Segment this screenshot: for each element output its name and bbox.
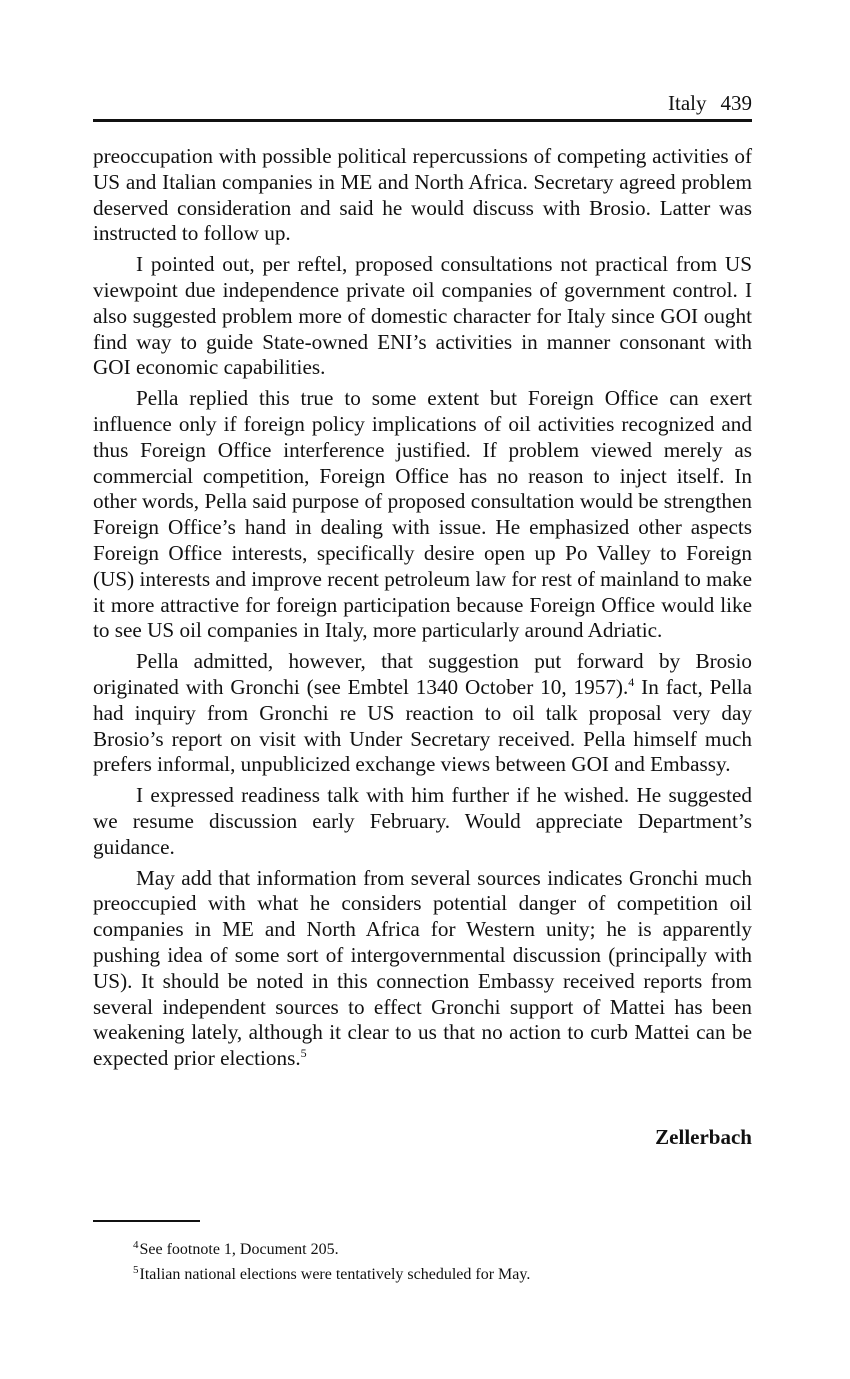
footnote-ref-4: 4: [628, 674, 635, 689]
paragraph-1: preoccupation with possible political repercussions of competing activities of US and Italian companies in ME and North Africa. Secretary agreed problem deserved consideration and said he would discuss with Brosio. Latter was instructed to follow up.: [93, 144, 752, 246]
footnote-rule: [93, 1220, 200, 1222]
paragraph-2: I pointed out, per reftel, proposed consultations not practical from US viewpoint due independence private oil companies of government control. I also suggested problem more of domestic character for Italy since GOI ought find way to guide State-owned ENI’s activities in manner consonant with GOI economic capabilities.: [93, 252, 752, 380]
running-header: [668, 90, 752, 116]
footnote-ref-5: 5: [300, 1046, 307, 1061]
paragraph-4: [93, 649, 752, 778]
section-title: Italy: [668, 91, 707, 115]
header-rule: [93, 119, 752, 122]
footnote-text: See footnote 1, Document 205.: [139, 1241, 339, 1258]
footnote-text: Italian national elections were tentatively scheduled for May.: [139, 1266, 531, 1283]
footnotes: [133, 1237, 733, 1287]
paragraph-4-text-a: Pella admitted, however, that suggestion put forward by Brosio originated with Gronchi (see Embtel 1340 October 10, 1957).: [93, 649, 752, 699]
paragraph-4-text-b: In fact, Pella had inquiry from Gronchi re US reaction to oil talk proposal very day Brosio’s report on visit with Under Secretary received. Pella himself much prefers informal, unpublicized exchange views between GOI and Embassy.: [93, 674, 753, 777]
paragraph-6: [93, 866, 752, 1072]
footnote-5: [133, 1262, 733, 1287]
paragraph-5: I expressed readiness talk with him further if he wished. He suggested we resume discussion early February. Would appreciate Department’s guidance.: [93, 783, 752, 859]
footnote-number: 4: [133, 1239, 139, 1251]
body-text: [93, 144, 752, 1077]
paragraph-3: Pella replied this true to some extent but Foreign Office can exert influence only if foreign policy implications of oil activities recognized and thus Foreign Office interference justified. If problem viewed merely as commercial competition, Foreign Office has no reason to inject itself. In other words, Pella said purpose of proposed consultation would be strengthen Foreign Office’s hand in dealing with issue. He emphasized other aspects Foreign Office interests, specifically desire open up Po Valley to Foreign (US) interests and improve recent petroleum law for rest of mainland to make it more attractive for foreign participation because Foreign Office would like to see US oil companies in Italy, more particularly around Adriatic.: [93, 386, 752, 643]
signature: Zellerbach: [655, 1125, 752, 1149]
footnote-number: 5: [133, 1264, 139, 1276]
paragraph-6-text-a: May add that information from several sources indicates Gronchi much preoccupied with what he considers potential danger of competition oil companies in ME and North Africa for Western unity; he is apparently pushing idea of some sort of intergovernmental discussion (principally with US). It should be noted in this connection Embassy received reports from several independent sources to effect Gronchi support of Mattei has been weakening lately, although it clear to us that no action to curb Mattei can be expected prior elections.: [93, 865, 752, 1071]
page-number: 439: [720, 91, 752, 115]
footnote-4: [133, 1237, 733, 1262]
